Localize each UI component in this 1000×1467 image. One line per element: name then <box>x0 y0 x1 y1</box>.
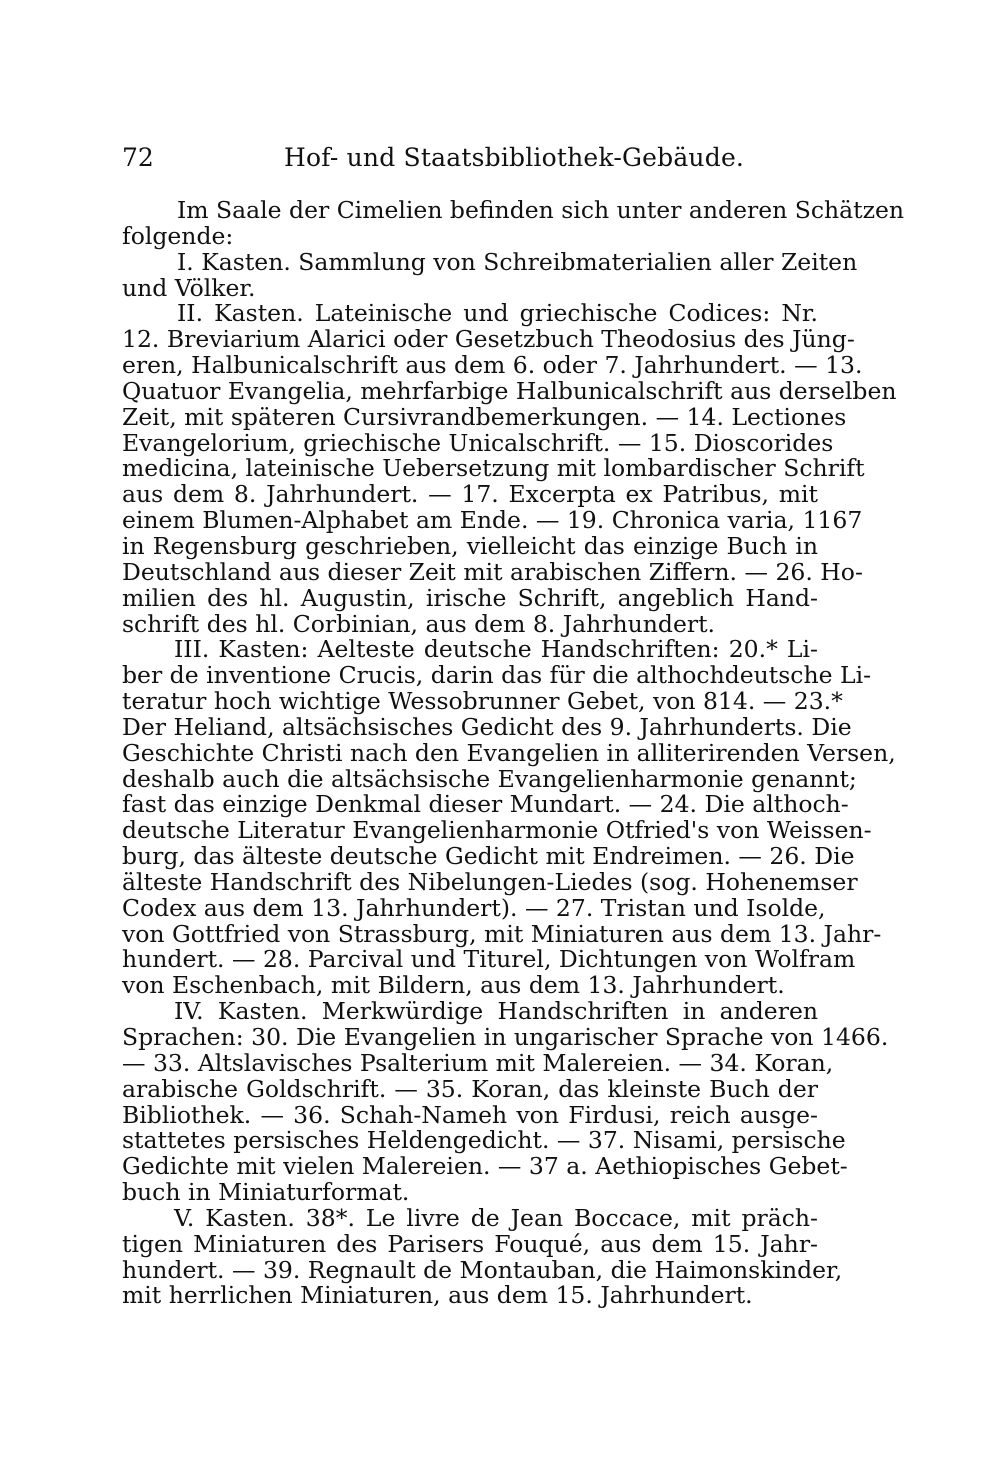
body-text <box>122 196 905 1310</box>
text-line: Evangelorium, griechische Unicalschrift. — 15. Dioscorides <box>122 428 834 457</box>
text-line: einem Blumen-Alphabet am Ende. — 19. Chronica varia, 1167 <box>122 506 863 535</box>
text-line: ber de inventione Crucis, darin das für die althochdeutsche Li- <box>122 661 872 690</box>
text-line: 12. Breviarium Alarici oder Gesetzbuch Theodosius des Jüng- <box>122 325 855 354</box>
text-line: deshalb auch die altsächsische Evangelienharmonie genannt; <box>122 764 857 793</box>
text-line: II. Kasten. Lateinische und griechische Codices: Nr. <box>177 299 818 328</box>
running-title: Hof- und Staatsbibliothek-Gebäude. <box>284 143 745 172</box>
text-line: hundert. — 39. Regnault de Montauban, die Haimonskinder, <box>122 1255 843 1284</box>
text-line: folgende: <box>122 221 234 250</box>
text-line: älteste Handschrift des Nibelungen-Liedes (sog. Hohenemser <box>122 867 858 896</box>
text-line: aus dem 8. Jahrhundert. — 17. Excerpta ex Patribus, mit <box>122 480 818 509</box>
page-header <box>122 141 818 175</box>
text-line: Der Heliand, altsächsisches Gedicht des 9. Jahrhunderts. Die <box>122 712 852 741</box>
text-line: von Eschenbach, mit Bildern, aus dem 13. Jahrhundert. <box>122 971 785 1000</box>
text-line: IV. Kasten. Merkwürdige Handschriften in anderen <box>174 997 818 1026</box>
text-line: buch in Miniaturformat. <box>122 1178 410 1207</box>
text-line: V. Kasten. 38*. Le livre de Jean Boccace, mit präch- <box>174 1203 818 1232</box>
text-line: schrift des hl. Corbinian, aus dem 8. Jahrhundert. <box>122 609 716 638</box>
text-line: I. Kasten. Sammlung von Schreibmaterialien aller Zeiten <box>177 247 858 276</box>
text-line: Sprachen: 30. Die Evangelien in ungarischer Sprache von 1466. <box>122 1023 889 1051</box>
text-line: medicina, lateinische Uebersetzung mit lombardischer Schrift <box>122 454 865 483</box>
text-line: fast das einzige Denkmal dieser Mundart. — 24. Die althoch- <box>122 790 849 819</box>
text-line: arabische Goldschrift. — 35. Koran, das kleinste Buch der <box>122 1074 818 1103</box>
text-line: — 33. Altslavisches Psalterium mit Malereien. — 34. Koran, <box>122 1048 834 1077</box>
text-line: und Völker. <box>122 273 256 302</box>
text-line: in Regensburg geschrieben, vielleicht das einzige Buch in <box>122 531 818 560</box>
text-line: Bibliothek. — 36. Schah-Nameh von Firdusi, reich ausge- <box>122 1100 818 1129</box>
text-line: eren, Halbunicalschrift aus dem 6. oder 7. Jahrhundert. — 13. <box>122 351 863 380</box>
text-line: Codex aus dem 13. Jahrhundert). — 27. Tristan und Isolde, <box>122 893 826 922</box>
text-line: milien des hl. Augustin, irische Schrift, angeblich Hand- <box>122 583 818 612</box>
text-line: Geschichte Christi nach den Evangelien in alliterirenden Versen, <box>122 738 896 767</box>
text-line: deutsche Literatur Evangelienharmonie Otfried's von Weissen- <box>122 816 872 845</box>
text-line: hundert. — 28. Parcival und Titurel, Dichtungen von Wolfram <box>122 945 856 974</box>
page-number: 72 <box>122 143 154 172</box>
text-line: stattetes persisches Heldengedicht. — 37. Nisami, persische <box>122 1126 846 1155</box>
text-line: Gedichte mit vielen Malereien. — 37 a. Aethiopisches Gebet- <box>122 1152 848 1181</box>
text-line: Im Saale der Cimelien befinden sich unter anderen Schätzen <box>177 196 905 224</box>
text-line: tigen Miniaturen des Parisers Fouqué, aus dem 15. Jahr- <box>122 1229 818 1258</box>
text-line: burg, das älteste deutsche Gedicht mit Endreimen. — 26. Die <box>122 842 855 871</box>
text-line: Deutschland aus dieser Zeit mit arabischen Ziffern. — 26. Ho- <box>122 557 863 586</box>
text-line: Quatuor Evangelia, mehrfarbige Halbunicalschrift aus derselben <box>122 376 897 405</box>
text-line: mit herrlichen Miniaturen, aus dem 15. Jahrhundert. <box>122 1281 753 1310</box>
text-line: Zeit, mit späteren Cursivrandbemerkungen. — 14. Lectiones <box>122 402 847 431</box>
text-line: von Gottfried von Strassburg, mit Miniaturen aus dem 13. Jahr- <box>122 919 882 948</box>
text-line: III. Kasten: Aelteste deutsche Handschriften: 20.* Li- <box>174 635 818 664</box>
text-line: teratur hoch wichtige Wessobrunner Gebet, von 814. — 23.* <box>122 687 843 716</box>
